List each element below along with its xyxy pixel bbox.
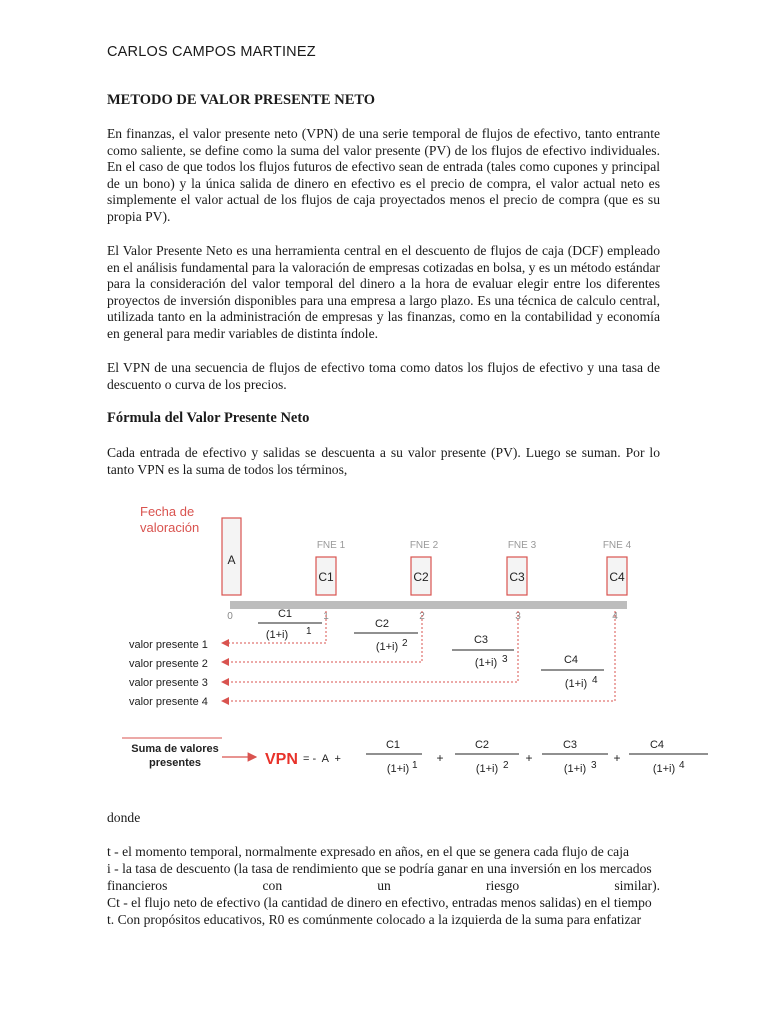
svg-text:C4: C4 bbox=[563, 654, 579, 666]
fne-label-3: FNE 3 bbox=[507, 540, 537, 551]
paragraph-formula-intro: Cada entrada de efectivo y salidas se descuenta a su valor presente (PV). Luego se suman. Por lo tanto VPN es la suma de todos los términos, bbox=[107, 445, 660, 477]
axis-tick-4: 4 bbox=[612, 611, 618, 622]
initial-investment-label: A bbox=[227, 553, 236, 567]
svg-text:(1+i): (1+i) bbox=[386, 763, 410, 775]
svg-text:4: 4 bbox=[679, 760, 685, 771]
svg-text:C1: C1 bbox=[385, 739, 401, 751]
plus-sign-2: + bbox=[525, 751, 533, 765]
svg-text:C1: C1 bbox=[277, 608, 293, 620]
svg-text:C2: C2 bbox=[374, 618, 390, 630]
svg-text:(1+i): (1+i) bbox=[375, 641, 399, 653]
sum-label-line2: presentes bbox=[149, 757, 201, 769]
fecha-label-line1: Fecha de bbox=[140, 504, 195, 519]
pv-guide-lines bbox=[222, 611, 615, 701]
paragraph-dcf: El Valor Presente Neto es una herramienta central en el descuento de flujos de caja (DCF) empleado en el análisis fundamental para la valoración de empresas cotizadas en bolsa, y es un método estándar para la consideración del valor temporal del dinero a la hora de evaluar elegir entre los diferentes proyectos de inversión disponibles para una empresa a largo plazo. Es una técnica de calculo central, utilizada tanto en la administración de empresas y las finanzas, como en la contabilidad y economía en general para medir variables de distinta índole. bbox=[107, 243, 660, 341]
paragraph-definition: En finanzas, el valor presente neto (VPN) de una serie temporal de flujos de efectivo, tanto entrante como saliente, se define como la suma del valor presente (PV) de los flujos de efectivo individuales. En el caso de que todos los flujos futuros de efectivo sean de entrada (tales como cupones y principal de un bono) y la única salida de dinero en efectivo es el precio de compra, el valor actual neto es simplemente el valor actual de los flujos de caja proyectados menos el precio de compra (que es su propia PV). bbox=[107, 126, 660, 224]
definition-i-continued: financieros con un riesgo similar). bbox=[107, 878, 660, 893]
pv-label-1: valor presente 1 bbox=[129, 639, 208, 651]
definition-t: t - el momento temporal, normalmente expresado en años, en el que se genera cada flujo de caja bbox=[107, 844, 630, 859]
paragraph-inputs: El VPN de una secuencia de flujos de efectivo toma como datos los flujos de efectivo y una tasa de descuento o curva de los precios. bbox=[107, 360, 660, 392]
cash-box-2-label: C2 bbox=[413, 570, 429, 584]
svg-text:2: 2 bbox=[402, 638, 408, 649]
svg-text:1: 1 bbox=[306, 626, 312, 637]
pv-label-4: valor presente 4 bbox=[129, 696, 208, 708]
equation-term-3 bbox=[542, 739, 608, 775]
svg-text:(1+i): (1+i) bbox=[563, 763, 587, 775]
author-name: CARLOS CAMPOS MARTINEZ bbox=[107, 44, 316, 60]
discount-term-2 bbox=[354, 618, 418, 653]
cash-box-3-label: C3 bbox=[509, 570, 525, 584]
plus-sign-1: + bbox=[436, 751, 444, 765]
svg-text:3: 3 bbox=[591, 760, 597, 771]
axis-tick-1: 1 bbox=[323, 611, 329, 622]
definition-ct-continued: t. Con propósitos educativos, R0 es comúnmente colocado a la izquierda de la suma para enfatizar bbox=[107, 912, 642, 927]
equation-prefix: = - A + bbox=[303, 753, 341, 765]
donde-label: donde bbox=[107, 810, 141, 825]
equation-term-1 bbox=[366, 739, 422, 775]
document-title: METODO DE VALOR PRESENTE NETO bbox=[107, 92, 376, 108]
svg-text:(1+i): (1+i) bbox=[564, 678, 588, 690]
pv-label-3: valor presente 3 bbox=[129, 677, 208, 689]
svg-text:(1+i): (1+i) bbox=[265, 629, 289, 641]
svg-text:(1+i): (1+i) bbox=[652, 763, 676, 775]
variable-definitions bbox=[107, 843, 660, 928]
svg-text:C3: C3 bbox=[473, 634, 489, 646]
discount-term-3 bbox=[452, 634, 514, 669]
discount-term-1 bbox=[258, 608, 322, 641]
cash-box-4-label: C4 bbox=[609, 570, 625, 584]
fne-label-1: FNE 1 bbox=[316, 540, 346, 551]
pv-label-2: valor presente 2 bbox=[129, 658, 208, 670]
svg-text:2: 2 bbox=[503, 760, 509, 771]
vpn-label: VPN bbox=[265, 751, 298, 768]
svg-text:C3: C3 bbox=[562, 739, 578, 751]
cash-box-1-label: C1 bbox=[318, 570, 334, 584]
axis-tick-3: 3 bbox=[515, 611, 521, 622]
svg-text:C4: C4 bbox=[649, 739, 665, 751]
formula-heading: Fórmula del Valor Presente Neto bbox=[107, 410, 310, 426]
axis-tick-2: 2 bbox=[419, 611, 425, 622]
svg-text:4: 4 bbox=[592, 675, 598, 686]
svg-text:(1+i): (1+i) bbox=[474, 657, 498, 669]
svg-text:(1+i): (1+i) bbox=[475, 763, 499, 775]
axis-tick-0: 0 bbox=[227, 611, 233, 622]
plus-sign-3: + bbox=[613, 751, 621, 765]
sum-label-line1: Suma de valores bbox=[131, 743, 219, 755]
svg-text:3: 3 bbox=[502, 654, 508, 665]
equation-term-2 bbox=[455, 739, 519, 775]
definition-ct: Ct - el flujo neto de efectivo (la cantidad de dinero en efectivo, entradas menos salidas) en el tiempo bbox=[107, 895, 652, 910]
fne-label-2: FNE 2 bbox=[409, 540, 439, 551]
definition-i: i - la tasa de descuento (la tasa de rendimiento que se podría ganar en una inversión en los mercados bbox=[107, 861, 652, 876]
discount-term-4 bbox=[541, 654, 604, 690]
equation-term-4 bbox=[629, 739, 708, 775]
svg-text:C2: C2 bbox=[474, 739, 490, 751]
svg-text:1: 1 bbox=[412, 760, 418, 771]
fecha-label-line2: valoración bbox=[140, 520, 200, 535]
fne-label-4: FNE 4 bbox=[602, 540, 632, 551]
